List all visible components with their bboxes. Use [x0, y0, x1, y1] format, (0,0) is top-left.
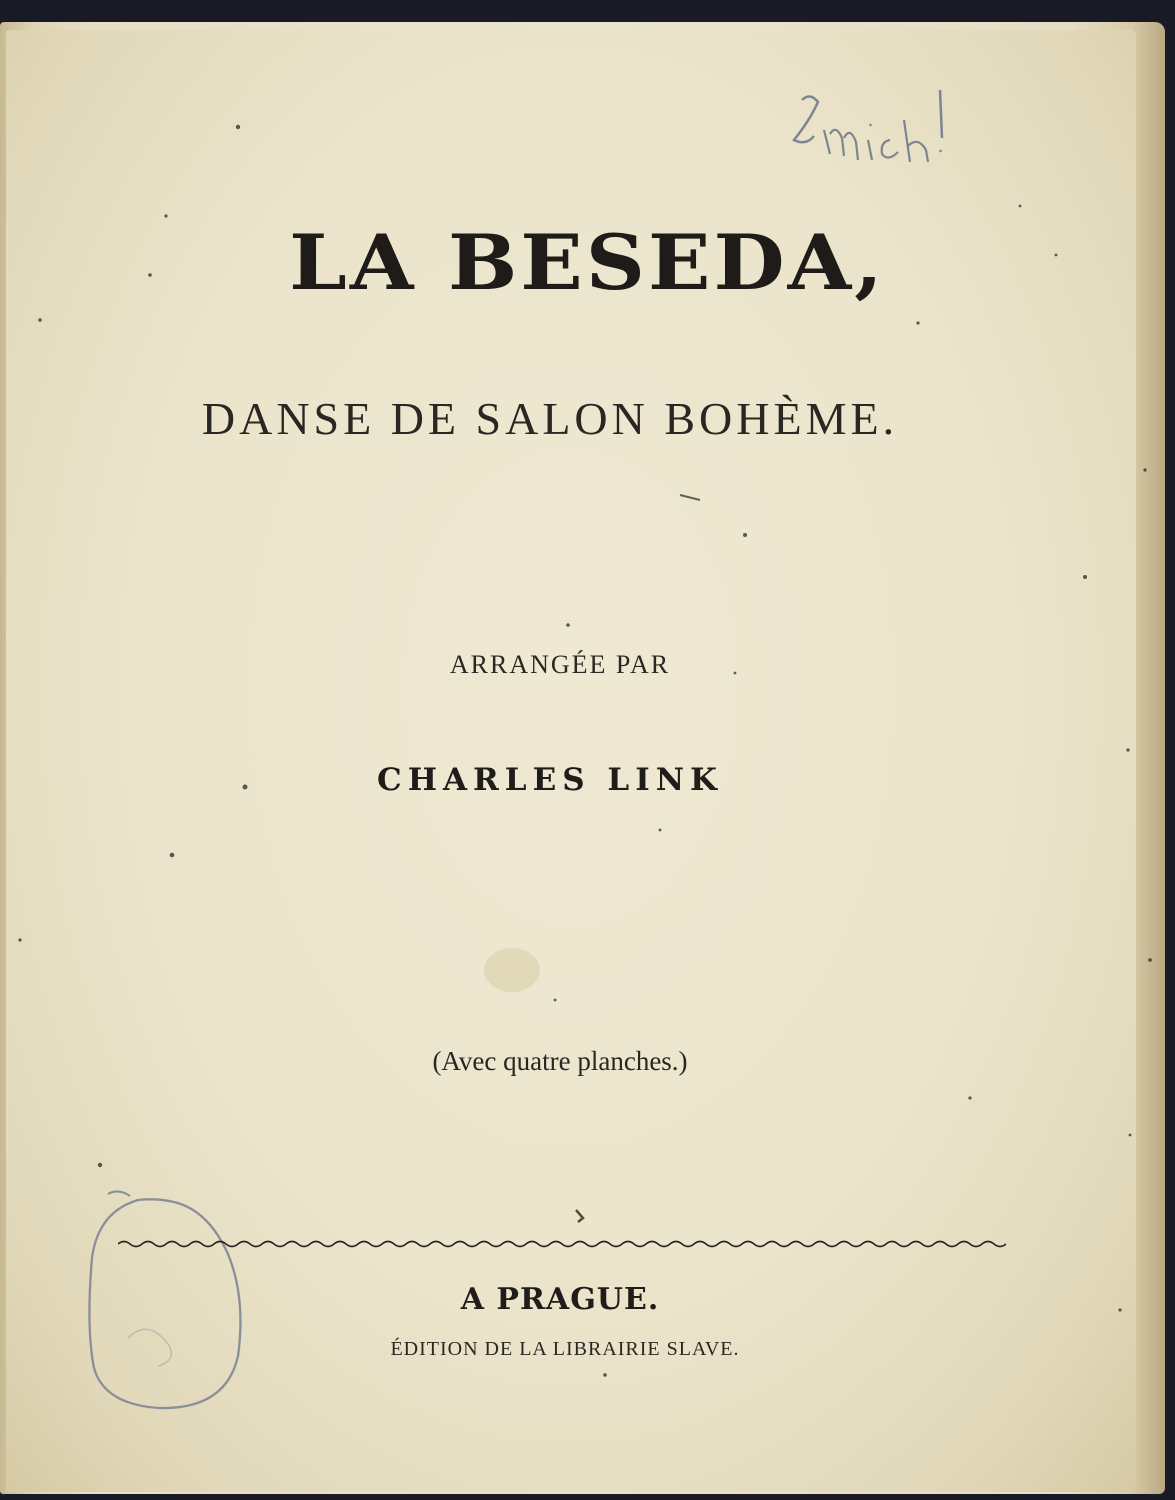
wavy-divider [118, 1238, 1010, 1250]
document-title: LA BESEDA, [289, 218, 886, 308]
pencil-annotation [780, 80, 960, 190]
arranged-by-label: ARRANGÉE PAR [449, 650, 671, 679]
author-name: CHARLES LINK [377, 762, 723, 798]
publisher-line: ÉDITION DE LA LIBRAIRIE SLAVE. [390, 1338, 740, 1360]
plates-note: (Avec quatre planches.) [432, 1046, 688, 1076]
publication-city: A PRAGUE. [460, 1282, 660, 1317]
document-subtitle: DANSE DE SALON BOHÈME. [201, 393, 899, 444]
